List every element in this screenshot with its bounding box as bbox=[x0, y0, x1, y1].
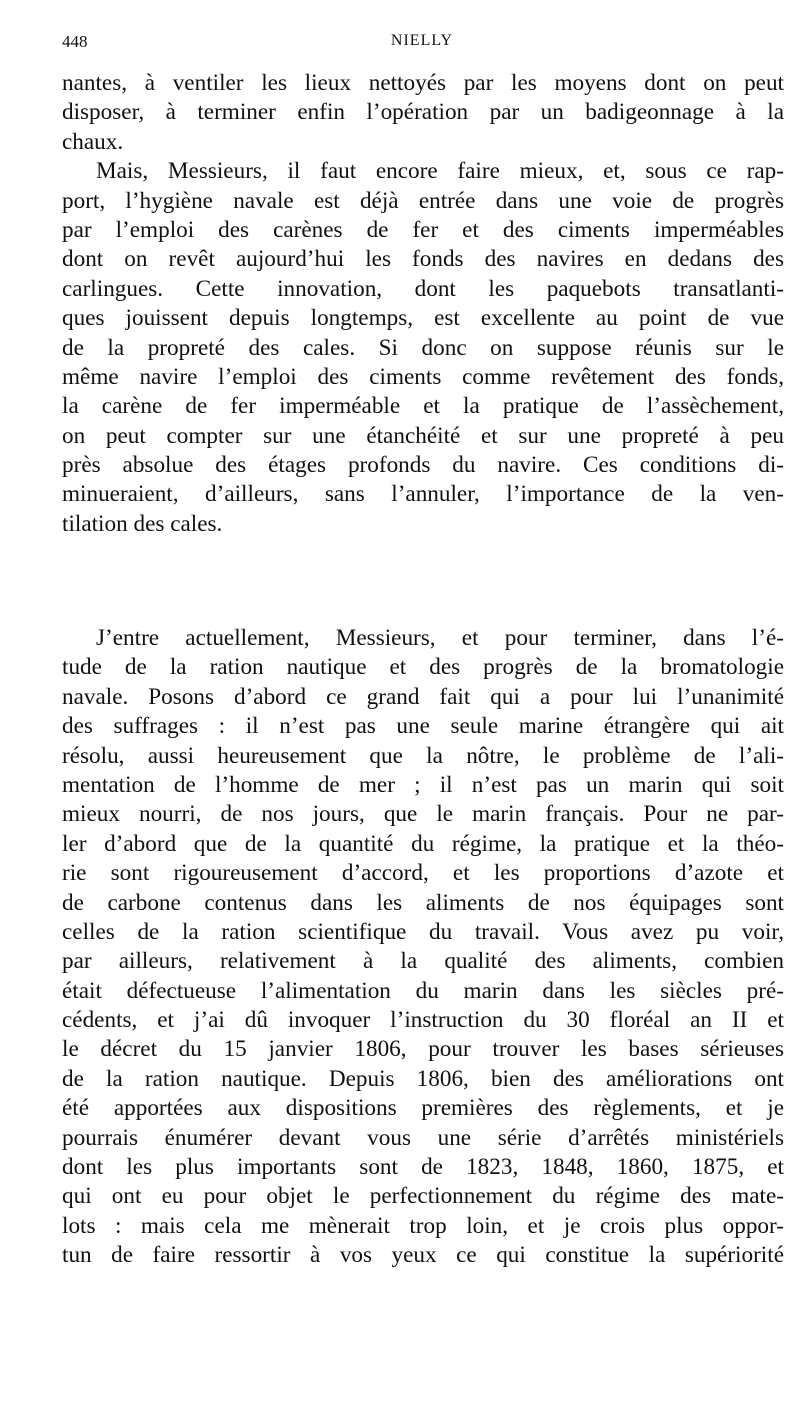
text-line: été apportées aux dispositions premières des règlements, et je bbox=[62, 1095, 784, 1122]
text-line: résolu, aussi heureusement que la nôtre, le problème de l’ali- bbox=[62, 742, 784, 769]
text-line: près absolue des étages profonds du navire. Ces conditions di- bbox=[62, 452, 784, 479]
text-line: mentation de l’homme de mer ; il n’est pas un marin qui soit bbox=[62, 771, 784, 798]
text-line: dont on revêt aujourd’hui les fonds des navires en dedans des bbox=[62, 246, 784, 273]
paragraph-continuation bbox=[62, 69, 784, 157]
text-line: disposer, à terminer enfin l’opération par un badigeonnage à la bbox=[62, 99, 784, 126]
text-line: tude de la ration nautique et des progrès de la bromatologie bbox=[62, 654, 784, 681]
text-line: rie sont rigoureusement d’accord, et les proportions d’azote et bbox=[62, 860, 784, 887]
text-line: minueraient, d’ailleurs, sans l’annuler, l’importance de la ven- bbox=[62, 481, 784, 508]
text-line: navale. Posons d’abord ce grand fait qui a pour lui l’unanimité bbox=[62, 683, 784, 710]
text-line: même navire l’emploi des ciments comme revêtement des fonds, bbox=[62, 363, 784, 390]
text-line: tun de faire ressortir à vos yeux ce qui constitue la supériorité bbox=[62, 1242, 784, 1269]
text-line: de la propreté des cales. Si donc on suppose réunis sur le bbox=[62, 334, 784, 361]
text-line: Mais, Messieurs, il faut encore faire mieux, et, sous ce rap- bbox=[96, 158, 784, 185]
text-line: carlingues. Cette innovation, dont les paquebots transatlanti- bbox=[62, 275, 784, 302]
text-line: mieux nourri, de nos jours, que le marin français. Pour ne par- bbox=[62, 801, 784, 828]
text-line: ques jouissent depuis longtemps, est excellente au point de vue bbox=[62, 305, 784, 332]
text-line: pourrais énumérer devant vous une série d’arrêtés ministériels bbox=[62, 1124, 784, 1151]
text-line: de carbone contenus dans les aliments de nos équipages sont bbox=[62, 889, 784, 916]
text-line: ler d’abord que de la quantité du régime, la pratique et la théo- bbox=[62, 830, 784, 857]
text-line: J’entre actuellement, Messieurs, et pour terminer, dans l’é- bbox=[96, 625, 784, 651]
text-line: le décret du 15 janvier 1806, pour trouver les bases sérieuses bbox=[62, 1036, 784, 1063]
text-line: la carène de fer imperméable et la pratique de l’assèchement, bbox=[62, 393, 784, 420]
text-line: des suffrages : il n’est pas une seule marine étrangère qui ait bbox=[62, 713, 784, 740]
page-header bbox=[62, 32, 782, 60]
text-line: était défectueuse l’alimentation du marin dans les siècles pré- bbox=[62, 977, 784, 1004]
text-line: qui ont eu pour objet le perfectionnement du régime des mate- bbox=[62, 1183, 784, 1210]
text-line: celles de la ration scientifique du travail. Vous avez pu voir, bbox=[62, 918, 784, 945]
text-line: cédents, et j’ai dû invoquer l’instruction du 30 floréal an II et bbox=[62, 1007, 784, 1034]
text-line: de la ration nautique. Depuis 1806, bien des améliorations ont bbox=[62, 1065, 784, 1092]
text-line: dont les plus importants sont de 1823, 1848, 1860, 1875, et bbox=[62, 1154, 784, 1181]
text-line: par ailleurs, relativement à la qualité des aliments, combien bbox=[62, 948, 784, 975]
running-head: NIELLY bbox=[390, 32, 454, 49]
text-line: on peut compter sur une étanchéité et sur une propreté à peu bbox=[62, 422, 784, 449]
text-line: port, l’hygiène navale est déjà entrée dans une voie de progrès bbox=[62, 187, 784, 214]
text-block-bottom bbox=[62, 624, 784, 1271]
text-line: nantes, à ventiler les lieux nettoyés par les moyens dont on peut bbox=[62, 70, 784, 96]
text-block-top bbox=[62, 69, 784, 539]
text-line: chaux. bbox=[62, 128, 124, 155]
paragraph-hygiene bbox=[62, 157, 784, 539]
paragraph-ration bbox=[62, 624, 784, 1271]
text-line: tilation des cales. bbox=[62, 510, 223, 537]
text-line: par l’emploi des carènes de fer et des ciments imperméables bbox=[62, 216, 784, 243]
text-line: lots : mais cela me mènerait trop loin, et je crois plus oppor- bbox=[62, 1212, 784, 1239]
page-number: 448 bbox=[62, 32, 88, 51]
